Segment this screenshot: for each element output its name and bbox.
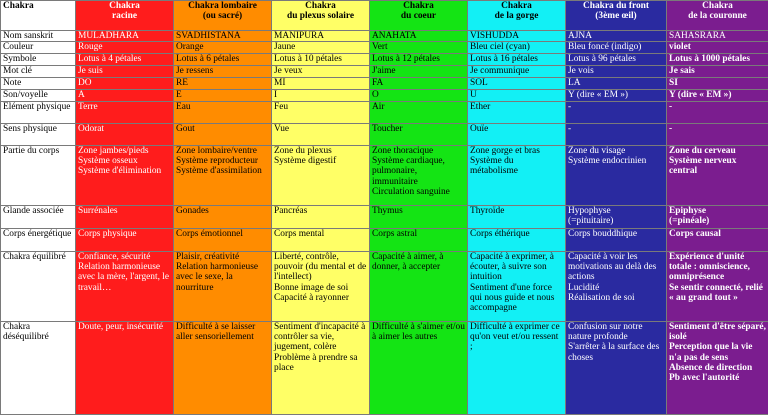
table-cell: Je sais	[667, 66, 768, 78]
table-cell: AJNA	[566, 31, 667, 42]
table-cell: Expérience d'unité totale : omniscience, omniprésence Se sentir connecté, relié « au grand tout »	[667, 252, 768, 322]
table-cell: Corps mental	[272, 229, 370, 252]
header-chakra-2	[174, 1, 272, 31]
table-cell: Zone lombaire/ventre Système reproducteur Système d'assimilation	[174, 146, 272, 206]
table-cell: Zone du plexus Système digestif	[272, 146, 370, 206]
table-cell: Lotus à 12 pétales	[370, 54, 468, 66]
table-cell: Lotus à 4 pétales	[76, 54, 174, 66]
table-row	[1, 146, 768, 206]
row-label: Symbole	[1, 54, 76, 66]
table-cell: A	[76, 90, 174, 102]
table-row	[1, 66, 768, 78]
table-cell: Corps éthérique	[468, 229, 566, 252]
table-cell: Jaune	[272, 42, 370, 54]
table-cell: Thymus	[370, 206, 468, 229]
table-row	[1, 78, 768, 90]
row-label: Partie du corps	[1, 146, 76, 206]
table-cell: violet	[667, 42, 768, 54]
table-cell: O	[370, 90, 468, 102]
table-row	[1, 206, 768, 229]
table-cell: ANAHATA	[370, 31, 468, 42]
table-cell: Gonades	[174, 206, 272, 229]
table-cell: SVADHISTANA	[174, 31, 272, 42]
row-label: Chakra équilibré	[1, 252, 76, 322]
table-cell: MANIPURA	[272, 31, 370, 42]
row-label: Son/voyelle	[1, 90, 76, 102]
header-chakra-line1: Chakra	[305, 1, 336, 11]
table-cell: Zone du cerveau Système nerveux central	[667, 146, 768, 206]
table-row	[1, 322, 768, 415]
table-cell: RE	[174, 78, 272, 90]
table-cell: Zone thoracique Système cardiaque, pulmonaire, immunitaire Circulation sanguine	[370, 146, 468, 206]
header-chakra-line1: Chakra du front	[583, 1, 649, 11]
table-cell: MI	[272, 78, 370, 90]
row-label: Glande associée	[1, 206, 76, 229]
header-chakra-3	[272, 1, 370, 31]
table-cell: -	[667, 102, 768, 124]
table-cell: E	[174, 90, 272, 102]
table-cell: Capacité à aimer, à donner, à accepter	[370, 252, 468, 322]
table-cell: Ouïe	[468, 124, 566, 146]
table-cell: Difficulté à se laisser aller sensoriellement	[174, 322, 272, 415]
table-cell: Corps physique	[76, 229, 174, 252]
table-cell: SI	[667, 78, 768, 90]
table-cell: Doute, peur, insécurité	[76, 322, 174, 415]
header-chakra-7	[667, 1, 768, 31]
header-chakra-line2: du plexus solaire	[286, 11, 355, 22]
table-cell: SAHASRARA	[667, 31, 768, 42]
row-label: Note	[1, 78, 76, 90]
table-cell: Zone du visage Système endocrinien	[566, 146, 667, 206]
table-cell: Difficulté à exprimer ce qu'on veut et/ou ressent ;	[468, 322, 566, 415]
header-chakra-5	[468, 1, 566, 31]
table-cell: -	[566, 124, 667, 146]
table-cell: Je communique	[468, 66, 566, 78]
table-cell: Rouge	[76, 42, 174, 54]
row-label: Elément physique	[1, 102, 76, 124]
table-row	[1, 124, 768, 146]
table-row	[1, 102, 768, 124]
header-label: Chakra	[1, 1, 76, 31]
table-cell: Bleu ciel (cyan)	[468, 42, 566, 54]
table-cell: LA	[566, 78, 667, 90]
header-chakra-1	[76, 1, 174, 31]
table-row	[1, 42, 768, 54]
table-cell: Hypophyse (=pituitaire)	[566, 206, 667, 229]
table-cell: Corps astral	[370, 229, 468, 252]
table-cell: Toucher	[370, 124, 468, 146]
header-chakra-line1: Chakra	[702, 1, 733, 11]
header-chakra-line2: de la gorge	[494, 11, 539, 22]
header-chakra-4	[370, 1, 468, 31]
table-cell: DO	[76, 78, 174, 90]
table-cell: Lotus à 1000 pétales	[667, 54, 768, 66]
table-cell: Bleu foncé (indigo)	[566, 42, 667, 54]
table-cell: Ether	[468, 102, 566, 124]
table-cell: Pancréas	[272, 206, 370, 229]
table-cell: -	[566, 102, 667, 124]
table-cell: Je ressens	[174, 66, 272, 78]
header-chakra-line1: Chakra	[403, 1, 434, 11]
table-cell: Difficulté à s'aimer et/ou à aimer les autres	[370, 322, 468, 415]
header-chakra-line2: (3ème œil)	[595, 11, 637, 22]
table-cell: Vert	[370, 42, 468, 54]
table-cell: Y (dire « EM »)	[566, 90, 667, 102]
header-chakra-6	[566, 1, 667, 31]
table-cell: Corps émotionnel	[174, 229, 272, 252]
row-label: Chakra déséquilibré	[1, 322, 76, 415]
table-cell: Je veux	[272, 66, 370, 78]
table-cell: Thyroïde	[468, 206, 566, 229]
table-cell: Confusion sur notre nature profonde S'arrêter à la surface des choses	[566, 322, 667, 415]
row-label: Corps énergétique	[1, 229, 76, 252]
table-cell: Air	[370, 102, 468, 124]
table-cell: Sentiment d'incapacité à contrôler sa vie, jugement, colère Problème à prendre sa place	[272, 322, 370, 415]
table-cell: Feu	[272, 102, 370, 124]
table-cell: Surrénales	[76, 206, 174, 229]
table-cell: Corps causal	[667, 229, 768, 252]
table-cell: Vue	[272, 124, 370, 146]
table-cell: Lotus à 16 pétales	[468, 54, 566, 66]
table-cell: Epiphyse (=pinéale)	[667, 206, 768, 229]
table-cell: Sentiment d'être séparé, isolé Perception que la vie n'a pas de sens Absence de direction Pb avec l'autorité	[667, 322, 768, 415]
table-cell: Y (dire « EM »)	[667, 90, 768, 102]
header-chakra-line2: racine	[112, 11, 137, 22]
table-cell: Lotus à 96 pétales	[566, 54, 667, 66]
table-row	[1, 229, 768, 252]
table-cell: Plaisir, créativité Relation harmonieuse avec le sexe, la nourriture	[174, 252, 272, 322]
table-cell: VISHUDDA	[468, 31, 566, 42]
table-cell: Zone gorge et bras Système du métabolisme	[468, 146, 566, 206]
row-label: Sens physique	[1, 124, 76, 146]
row-label: Nom sanskrit	[1, 31, 76, 42]
header-row	[1, 1, 768, 31]
table-cell: Je suis	[76, 66, 174, 78]
table-row	[1, 90, 768, 102]
table-cell: Confiance, sécurité Relation harmonieuse avec la mère, l'argent, le travail…	[76, 252, 174, 322]
table-cell: Eau	[174, 102, 272, 124]
header-chakra-line1: Chakra	[501, 1, 532, 11]
table-row	[1, 54, 768, 66]
table-cell: MULADHARA	[76, 31, 174, 42]
table-cell: Terre	[76, 102, 174, 124]
table-cell: Lotus à 10 pétales	[272, 54, 370, 66]
table-cell: Lotus à 6 pétales	[174, 54, 272, 66]
table-cell: Liberté, contrôle, pouvoir (du mental et de l'intellect) Bonne image de soi Capacité à rayonner	[272, 252, 370, 322]
table-row	[1, 252, 768, 322]
table-cell: Odorat	[76, 124, 174, 146]
header-chakra-line2: du coeur	[400, 11, 437, 22]
table-cell: Corps bouddhique	[566, 229, 667, 252]
table-cell: U	[468, 90, 566, 102]
table-cell: J'aime	[370, 66, 468, 78]
table-cell: Capacité à voir les motivations au delà des actions Lucidité Réalisation de soi	[566, 252, 667, 322]
header-chakra-line1: Chakra lombaire	[188, 1, 257, 11]
row-label: Couleur	[1, 42, 76, 54]
header-chakra-line1: Chakra	[109, 1, 140, 11]
table-row	[1, 31, 768, 42]
table-cell: -	[667, 124, 768, 146]
table-cell: Zone jambes/pieds Système osseux Système d'élimination	[76, 146, 174, 206]
header-chakra-line2: (ou sacré)	[202, 11, 243, 22]
table-cell: Je vois	[566, 66, 667, 78]
table-cell: Gout	[174, 124, 272, 146]
row-label: Mot clé	[1, 66, 76, 78]
table-cell: Capacité à exprimer, à écouter, à suivre son intuition Sentiment d'une force qui nous guide et nous accompagne	[468, 252, 566, 322]
table-cell: SOL	[468, 78, 566, 90]
table-cell: FA	[370, 78, 468, 90]
table-cell: Orange	[174, 42, 272, 54]
table-cell: I	[272, 90, 370, 102]
header-chakra-line2: de la couronne	[688, 11, 747, 22]
